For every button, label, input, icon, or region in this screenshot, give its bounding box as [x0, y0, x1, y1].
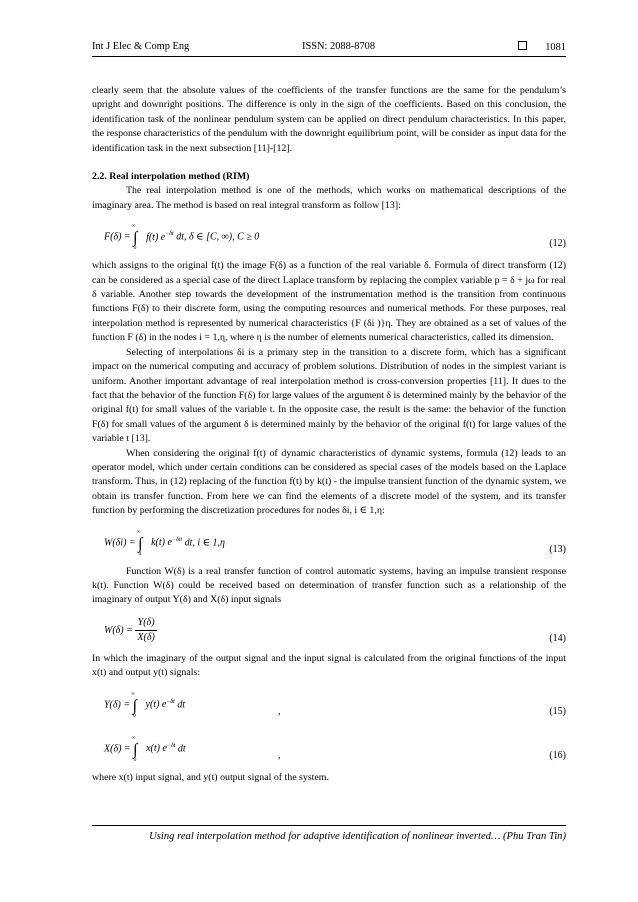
- equation-number: (15): [549, 705, 566, 717]
- paragraph: clearly seem that the absolute values of the coefficients of the transfer functions are the same for the pendulum’s upright and downright positions. The difference is only in the sign of the coefficients. Based on this conclusion, the identification task of the nonlinear pendulum system can be applied on direct pendulum characteristics. In this paper, the response characteristics of the pendulum with the downright equilibrium point, will be consider as input data for the identification task in the next subsection [11]-[12].: [92, 85, 566, 154]
- equation-15: Y(δ) = ∫ ∞ 0 y(t) $e^{-\delta t}$ dt , (15): [104, 690, 566, 719]
- integral-sign-icon: ∫: [133, 740, 138, 758]
- fraction: $\frac{Y(\delta)}{X(\delta)}$: [137, 616, 155, 644]
- equation-number: (14): [549, 632, 566, 644]
- equation-14: [92, 608, 566, 652]
- equation-expression: W(δ) = $\frac{Y(\delta)}{X(\delta)}$: [104, 616, 157, 646]
- paragraph: When considering the original f(t) of dynamic characteristics of dynamic systems, formula (12) leads to an operator model, which under certain conditions can be considered as special cases of the models based on the Laplace transform. Thus, in (12) replacing of the function f(t) by k(t) - the impulse transient function of the dynamic system, we obtain its transfer function. From here we can find the elements of a discrete model of the system, and its transfer function by performing the discretization procedures for nodes δi, i ∈ 1,η:: [92, 447, 566, 517]
- page-footer: [92, 825, 566, 842]
- equation-12: [92, 213, 566, 259]
- checkbox-icon: [518, 41, 527, 50]
- paragraph: where x(t) input signal, and y(t) output signal of the system.: [92, 771, 329, 783]
- equation-number: (12): [549, 238, 566, 250]
- equation-16: X(δ) = ∫ ∞ 0 x(t) $e^{-\delta t}$ dt , (16): [104, 734, 566, 763]
- paragraph: Function W(δ) is a real transfer function of control automatic systems, having an impulse transient response k(t). Function W(δ) could be received based on determination of transfer function such as a relationship of the imaginary of output Y(δ) and X(δ) input signals: [92, 565, 566, 606]
- journal-name: Int J Elec & Comp Eng: [92, 41, 190, 52]
- paragraph: In which the imaginary of the output signal and the input signal is calculated from the original functions of the input x(t) and output y(t) signals:: [92, 652, 566, 679]
- integral-sign-icon: ∫: [133, 229, 138, 247]
- equation-number: (13): [549, 543, 566, 555]
- page-number: 1081: [545, 42, 566, 53]
- page-body: [92, 84, 566, 785]
- running-title: Using real interpolation method for adaptive identification of nonlinear inverted… (Phu Tran Tin): [149, 831, 566, 842]
- issn: ISSN: 2088-8708: [302, 41, 376, 52]
- paragraph: Selecting of interpolations δi is a primary step in the transition to a discrete form, which has a significant impact on the numerical computing and accuracy of problem solutions. Distribution of nodes in the simplest variant is uniform. Another important advantage of real interpolation method is cross-conversion properties [11]. It dues to the fact that the behavior of the function F(δ) for large values of the argument δ is determined mainly by the behavior of the original f(t) for small values of the variable t. In the opposite case, the result is the same: the behavior of the function F(δ) for small values of the argument δ is determined mainly by the behavior of the original f(t) for large values of the variable t [13].: [92, 346, 567, 445]
- paragraph: which assigns to the original f(t) the image F(δ) as a function of the real variable δ. Formula of direct transform (12) can be considered as a special case of the direct Laplace transform by replacing the complex variable p = δ + jω for real δ variable. Another step towards the development of the instrumentation method is the transition from continuous functions F(δ) to their discrete form, using the computing resources and numerical methods. For these purposes, real interpolation method is represented by numerical characteristics {F (δi )}η. They are obtained as a set of values of the function F (δ) in the nodes i = 1,η, where η is the number of elements numerical characteristics, called its dimension.: [92, 260, 567, 344]
- section-heading: 2.2. Real interpolation method (RIM): [92, 171, 250, 183]
- integral-sign-icon: ∫: [132, 696, 138, 714]
- integral-sign-icon: ∫: [138, 534, 143, 552]
- equation-expression: Y(δ) = ∫ ∞ 0 y(t) $e^{-\delta t}$ dt: [104, 690, 186, 719]
- page-number-group: [518, 41, 566, 53]
- equation-number: (16): [549, 749, 566, 761]
- paragraph: The real interpolation method is one of the methods, which works on mathematical descriptions of the imaginary area. The method is based on real integral transform as follow [13]:: [92, 185, 566, 211]
- equation-expression: W(δi) = ∫ ∞ 0 k(t) $e^{-\delta it}$ dt, i ∈ 1,η: [104, 528, 225, 557]
- equation-expression: F(δ) = ∫ ∞ 0 f(t) $e^{-\delta t}$ dt, δ ∈ [C, ∞), C ≥ 0: [104, 223, 260, 252]
- equation-expression: X(δ) = ∫ ∞ 0 x(t) $e^{-\delta t}$ dt: [104, 734, 186, 763]
- page-header: [92, 40, 566, 57]
- equation-13: [92, 519, 566, 565]
